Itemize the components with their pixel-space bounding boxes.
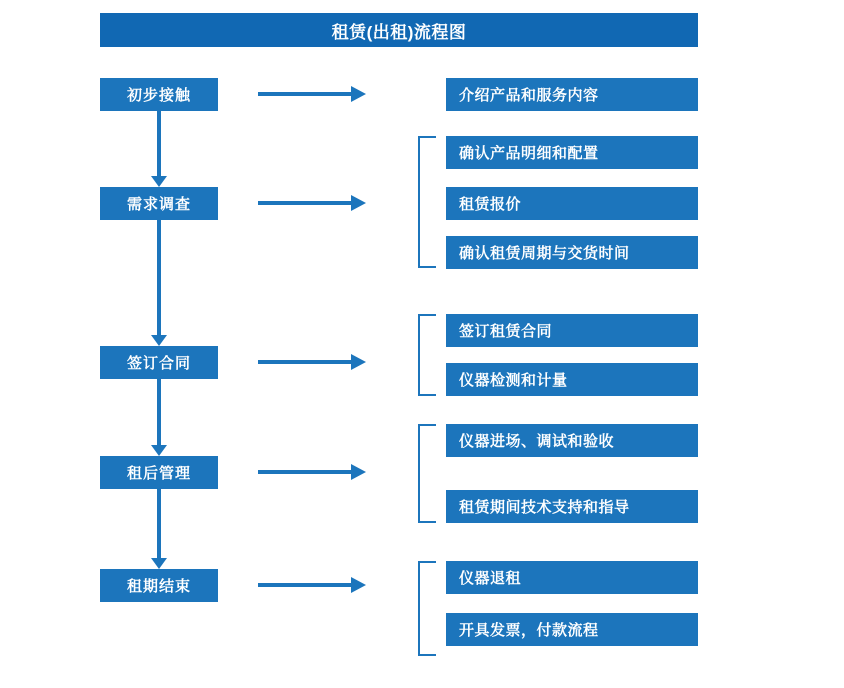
connector-stage1-stage2 [147,111,171,187]
connector-stage2-stage3 [147,220,171,346]
arrow-stage2-tasks [258,195,366,211]
task-box-5-2[interactable]: 开具发票，付款流程 [446,613,698,646]
diagram-title: 租赁(出租)流程图 [100,13,698,47]
arrow-stage4-tasks [258,464,366,480]
task-box-2-3[interactable]: 确认租赁周期与交货时间 [446,236,698,269]
stage-box-4[interactable]: 租后管理 [100,456,218,489]
connector-stage4-stage5 [147,489,171,569]
stage-box-1[interactable]: 初步接触 [100,78,218,111]
stage-box-5[interactable]: 租期结束 [100,569,218,602]
task-box-3-2[interactable]: 仪器检测和计量 [446,363,698,396]
bracket-group-3 [418,314,436,396]
task-box-1-1[interactable]: 介绍产品和服务内容 [446,78,698,111]
task-box-2-2[interactable]: 租赁报价 [446,187,698,220]
task-box-5-1[interactable]: 仪器退租 [446,561,698,594]
task-box-4-1[interactable]: 仪器进场、调试和验收 [446,424,698,457]
bracket-group-2 [418,136,436,268]
arrow-stage1-tasks [258,86,366,102]
bracket-group-5 [418,561,436,656]
task-box-2-1[interactable]: 确认产品明细和配置 [446,136,698,169]
stage-box-3[interactable]: 签订合同 [100,346,218,379]
arrow-stage3-tasks [258,354,366,370]
arrow-stage5-tasks [258,577,366,593]
task-box-3-1[interactable]: 签订租赁合同 [446,314,698,347]
stage-box-2[interactable]: 需求调查 [100,187,218,220]
connector-stage3-stage4 [147,379,171,456]
task-box-4-2[interactable]: 租赁期间技术支持和指导 [446,490,698,523]
bracket-group-4 [418,424,436,523]
